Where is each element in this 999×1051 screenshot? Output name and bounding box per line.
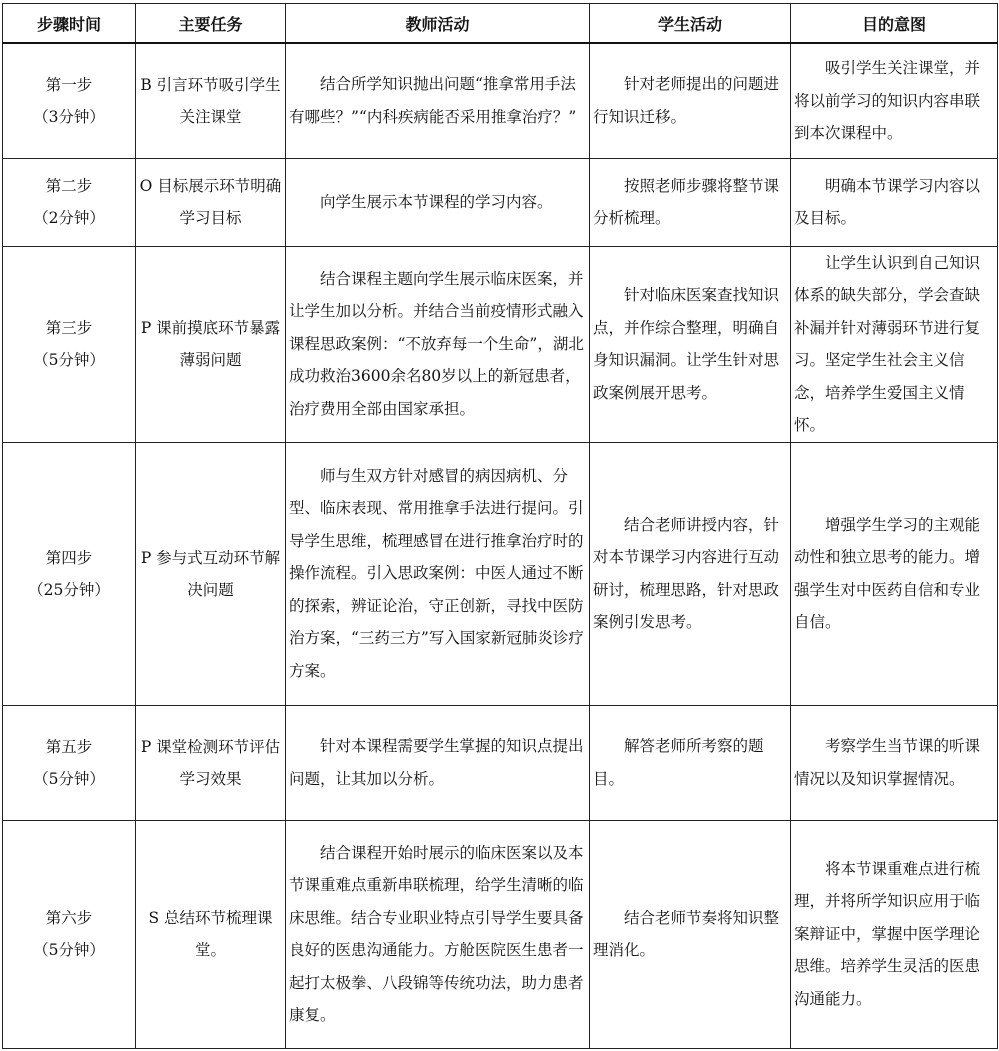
student-activity-cell: 结合老师节奏将知识整理消化。 (590, 820, 791, 1048)
duration-label: （3分钟） (33, 107, 105, 126)
table-row (3, 246, 998, 442)
header-student-activity: 学生活动 (590, 4, 791, 44)
duration-label: （2分钟） (33, 209, 105, 227)
purpose-cell: 增强学生学习的主观能动性和独立思考的能力。增强学生对中医药自信和专业自信。 (791, 442, 998, 705)
student-activity-cell: 结合老师讲授内容，针对本节课学习内容进行互动研讨，梳理思路，针对思政案例引发思考。 (590, 442, 791, 705)
step-label: 第五步 (45, 737, 93, 756)
student-activity-cell: 按照老师步骤将整节课分析梳理。 (590, 158, 791, 246)
teacher-activity-cell: 结合课程开始时展示的临床医案以及本节课重难点重新串联梳理，给学生清晰的临床思维。结合专业职业特点引导学生要具备良好的医患沟通能力。方舱医院医生患者一起打太极拳、八段锦等传统功法，助力患者康复。 (286, 820, 590, 1048)
step-label: 第四步 (45, 548, 93, 567)
header-main-task: 主要任务 (136, 4, 286, 44)
main-task-cell: P 参与式互动环节解决问题 (136, 442, 286, 705)
teacher-activity-cell: 师与生双方针对感冒的病因病机、分型、临床表现、常用推拿手法进行提问。引导学生思维，梳理感冒在进行推拿治疗时的操作流程。引入思政案例：中医人通过不断的探索，辨证论治，守正创新，寻找中医防治方案，“三药三方”写入国家新冠肺炎诊疗方案。 (286, 442, 590, 705)
teacher-activity-cell: 针对本课程需要学生掌握的知识点提出问题，让其加以分析。 (286, 705, 590, 820)
purpose-cell: 明确本节课学习内容以及目标。 (791, 158, 998, 246)
main-task-cell: O 目标展示环节明确学习目标 (136, 158, 286, 246)
header-teacher-activity: 教师活动 (286, 4, 590, 44)
header-purpose: 目的意图 (791, 4, 998, 44)
step-label: 第六步 (45, 909, 93, 927)
duration-label: （5分钟） (33, 769, 105, 788)
table-row (3, 705, 998, 820)
table-row (3, 158, 998, 246)
main-task-cell: P 课前摸底环节暴露薄弱问题 (136, 246, 286, 442)
step-time-cell (3, 705, 136, 820)
step-time-cell (3, 158, 136, 246)
purpose-cell: 吸引学生关注课堂，并将以前学习的知识内容串联到本次课程中。 (791, 43, 998, 158)
table-row (3, 442, 998, 705)
teacher-activity-cell: 向学生展示本节课程的学习内容。 (286, 158, 590, 246)
header-step-time: 步骤时间 (3, 4, 136, 44)
teacher-activity-cell: 结合所学知识抛出问题“推拿常用手法有哪些？”“内科疾病能否采用推拿治疗？” (286, 43, 590, 158)
step-time-cell (3, 43, 136, 158)
duration-label: （5分钟） (33, 941, 105, 959)
step-time-cell (3, 442, 136, 705)
duration-label: （25分钟） (28, 580, 110, 599)
purpose-cell: 让学生认识到自己知识体系的缺失部分，学会查缺补漏并针对薄弱环节进行复习。坚定学生社会主义信念，培养学生爱国主义情怀。 (791, 246, 998, 442)
lesson-plan-table (2, 3, 998, 1049)
student-activity-cell: 针对临床医案查找知识点，并作综合整理，明确自身知识漏洞。让学生针对思政案例展开思考。 (590, 246, 791, 442)
teacher-activity-cell: 结合课程主题向学生展示临床医案，并让学生加以分析。并结合当前疫情形式融入课程思政案例：“不放弃每一个生命”，湖北成功救治3600余名80岁以上的新冠患者，治疗费用全部由国家承担。 (286, 246, 590, 442)
purpose-cell: 将本节课重难点进行梳理，并将所学知识应用于临案辩证中，掌握中医学理论思维。培养学生灵活的医患沟通能力。 (791, 820, 998, 1048)
step-label: 第三步 (45, 319, 93, 337)
table-row (3, 43, 998, 158)
step-label: 第一步 (45, 75, 93, 94)
duration-label: （5分钟） (33, 351, 105, 369)
main-task-cell: B 引言环节吸引学生关注课堂 (136, 43, 286, 158)
main-task-cell: P 课堂检测环节评估学习效果 (136, 705, 286, 820)
step-label: 第二步 (45, 177, 93, 195)
step-time-cell (3, 246, 136, 442)
student-activity-cell: 解答老师所考察的题目。 (590, 705, 791, 820)
table-row (3, 820, 998, 1048)
step-time-cell (3, 820, 136, 1048)
purpose-cell: 考察学生当节课的听课情况以及知识掌握情况。 (791, 705, 998, 820)
table-header-row (3, 4, 998, 44)
student-activity-cell: 针对老师提出的问题进行知识迁移。 (590, 43, 791, 158)
main-task-cell: S 总结环节梳理课堂。 (136, 820, 286, 1048)
